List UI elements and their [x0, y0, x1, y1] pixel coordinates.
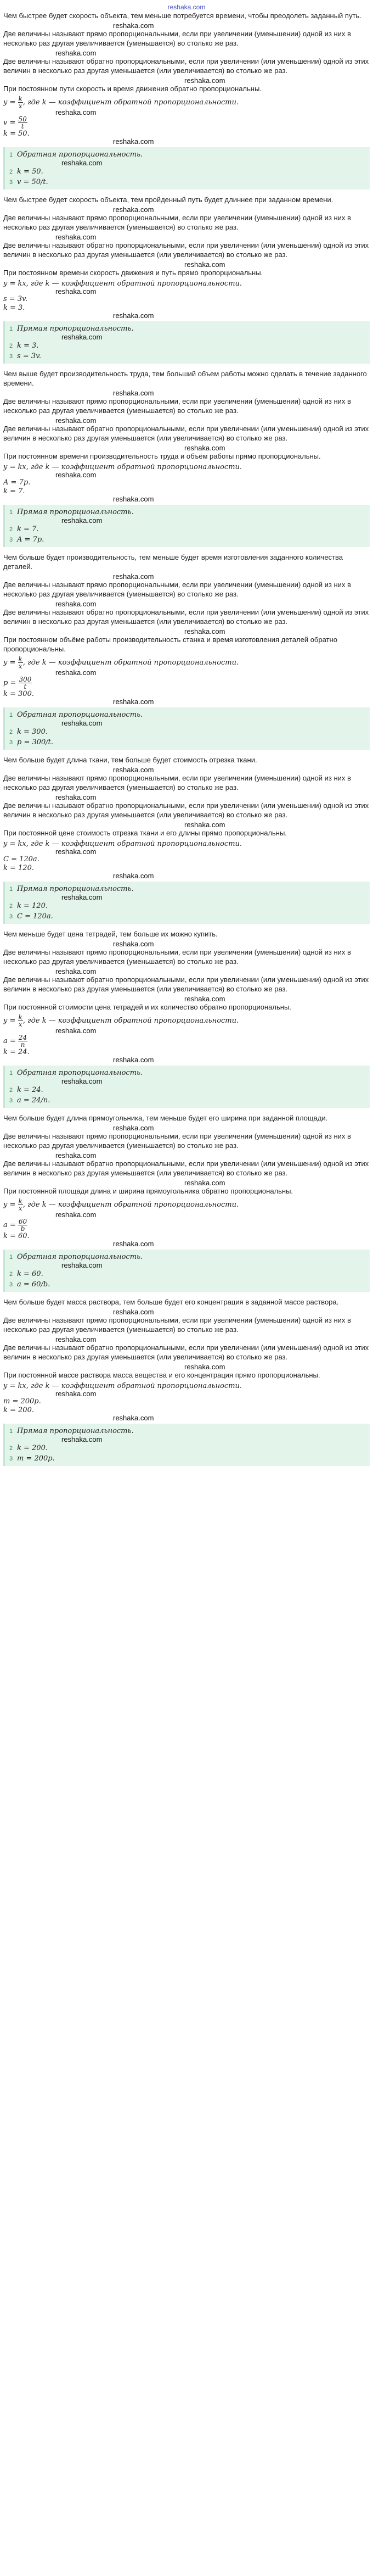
formula: [3, 1198, 370, 1212]
answer-number: 1: [9, 326, 13, 332]
formula: [3, 1014, 370, 1028]
answer-box: [3, 147, 370, 189]
task-block: [3, 369, 370, 547]
formula-lhs: y =: [3, 659, 16, 667]
answer-item: [9, 524, 365, 534]
fraction: [19, 676, 32, 690]
coefficient: k = 60.: [3, 1232, 30, 1240]
answer-text: s = 3v.: [17, 352, 42, 360]
fraction-denominator: x: [18, 1021, 22, 1028]
constant-statement: При постоянном объёме работы производительность станка и время изготовления деталей обратно пропорциональны.: [3, 635, 337, 653]
task-intro: Чем больше будет производительность, тем меньше будет время изготовления заданного количества деталей.: [3, 553, 343, 571]
watermark: reshaka.com: [55, 1211, 97, 1219]
task-block: [3, 11, 370, 189]
answer-text: k = 7.: [17, 525, 39, 533]
watermark: reshaka.com: [55, 793, 97, 801]
answer-box: [3, 1250, 370, 1292]
constant-statement: При постоянной площади длина и ширина прямоугольника обратно пропорциональны.: [3, 1187, 293, 1195]
fraction-numerator: 60: [18, 1218, 27, 1225]
watermark: reshaka.com: [55, 1151, 97, 1159]
watermark: reshaka.com: [113, 495, 154, 503]
formula-lhs: y =: [3, 98, 16, 107]
answer-text: v = 50/t.: [17, 178, 48, 186]
answer-text: Прямая пропорциональность.: [17, 508, 134, 516]
coefficient: k = 120.: [3, 864, 34, 872]
answer-item: [9, 1095, 365, 1106]
answer-number: 1: [9, 1428, 13, 1435]
definition-inverse: Две величины называют обратно пропорциональными, если при увеличении (или уменьшении) одной из этих величин в несколько раз другая уменьшается (или увеличивается) во столько же раз.: [3, 801, 369, 819]
watermark: reshaka.com: [113, 940, 154, 948]
formula-lhs: y =: [3, 1201, 16, 1209]
answer-number: 3: [9, 353, 13, 360]
fraction-numerator: k: [18, 1013, 22, 1021]
answer-text: a = 24/n.: [17, 1096, 50, 1105]
watermark: reshaka.com: [113, 1124, 154, 1132]
constant-statement: При постоянной цене стоимость отрезка ткани и его длины прямо пропорциональны.: [3, 829, 287, 837]
answer-text: m = 200p.: [17, 1454, 55, 1463]
answer-item: [9, 901, 365, 911]
content: [3, 11, 370, 1466]
answer-text: k = 24.: [17, 1086, 43, 1094]
watermark: reshaka.com: [55, 1335, 97, 1343]
watermark: reshaka.com: [61, 719, 103, 727]
definition-inverse: Две величины называют обратно пропорциональными, если при увеличении (или уменьшении) одной из этих величин в несколько раз другая уменьшается (или увеличивается) во столько же раз.: [3, 425, 369, 442]
watermark: reshaka.com: [113, 698, 154, 706]
watermark: reshaka.com: [55, 668, 97, 677]
fraction-numerator: 24: [18, 1034, 27, 1041]
definition-direct: Две величины называют прямо пропорциональными, если при увеличении (уменьшении) одной из них в несколько раз другая увеличивается (уменьшается) во столько же раз.: [3, 774, 351, 791]
constant-statement: При постоянном времени скорость движения и путь прямо пропорциональны.: [3, 269, 263, 277]
watermark: reshaka.com: [184, 821, 225, 829]
watermark: reshaka.com: [113, 1414, 154, 1422]
answer-text: k = 3.: [17, 342, 39, 350]
answer-text: Прямая пропорциональность.: [17, 1427, 134, 1435]
fraction-denominator: x: [18, 1205, 22, 1212]
answer-number: 1: [9, 1070, 13, 1077]
formula: [3, 1218, 370, 1232]
answer-item: [9, 534, 365, 545]
watermark: reshaka.com: [113, 1240, 154, 1248]
answer-item: [9, 341, 365, 351]
constant-statement: При постоянной стоимости цена тетрадей и их количество обратно пропорциональны.: [3, 1003, 291, 1011]
answer-number: 2: [9, 169, 13, 175]
watermark: reshaka.com: [61, 1077, 103, 1085]
solution-equation: m = 200p.: [3, 1397, 41, 1406]
definition-inverse: Две величины называют обратно пропорциональными, если при увеличении (или уменьшении) одной из этих величин в несколько раз другая уменьшается (или увеличивается) во столько же раз.: [3, 241, 369, 259]
formula-lhs: y =: [3, 1017, 16, 1025]
formula-lhs: a =: [3, 1037, 16, 1045]
formula: y = kx, где k — коэффициент обратной пропорциональности.: [3, 280, 242, 288]
answer-item: [9, 1453, 365, 1464]
answer-box: [3, 321, 370, 364]
fraction-numerator: k: [18, 655, 22, 663]
watermark: reshaka.com: [55, 49, 97, 57]
answer-text: k = 200.: [17, 1444, 48, 1452]
watermark: reshaka.com: [113, 572, 154, 581]
formula: [3, 656, 370, 670]
coefficient: k = 200.: [3, 1406, 34, 1414]
answer-text: p = 300/t.: [17, 738, 54, 746]
answer-text: k = 60.: [17, 1270, 43, 1278]
formula: y = kx, где k — коэффициент обратной пропорциональности.: [3, 840, 242, 848]
answer-item: [9, 177, 365, 187]
task-block: [3, 1297, 370, 1466]
fraction: [18, 116, 27, 130]
answer-item: [9, 737, 365, 748]
answer-number: 3: [9, 913, 13, 920]
answer-item: [9, 1269, 365, 1279]
site-header[interactable]: reshaka.com: [167, 3, 206, 11]
task-intro: Чем больше будет масса раствора, тем больше будет его концентрация в заданной массе раствора.: [3, 1298, 339, 1306]
fraction: [18, 96, 23, 109]
watermark: reshaka.com: [113, 137, 154, 146]
watermark: reshaka.com: [113, 1308, 154, 1316]
answer-number: 3: [9, 1281, 13, 1288]
watermark: reshaka.com: [184, 1363, 225, 1371]
watermark: reshaka.com: [113, 872, 154, 880]
answer-text: Обратная пропорциональность.: [17, 150, 143, 159]
fraction-denominator: n: [20, 1041, 25, 1049]
task-block: [3, 553, 370, 750]
definition-direct: Две величины называют прямо пропорциональными, если при увеличении (уменьшении) одной из них в несколько раз другая увеличивается (уменьшается) во столько же раз.: [3, 581, 351, 598]
watermark: reshaka.com: [113, 389, 154, 397]
watermark: reshaka.com: [184, 260, 225, 269]
fraction-numerator: 300: [19, 676, 32, 683]
watermark: reshaka.com: [61, 516, 103, 525]
fraction: [18, 1014, 23, 1028]
fraction: [18, 1218, 27, 1232]
answer-text: k = 50.: [17, 168, 43, 176]
task-intro: Чем больше будет длина ткани, тем больше будет стоимость отрезка ткани.: [3, 756, 257, 764]
formula-tail: , где k — коэффициент обратной пропорциональности.: [22, 1201, 239, 1209]
watermark: reshaka.com: [184, 76, 225, 85]
answer-text: k = 300.: [17, 728, 48, 736]
formula-tail: , где k — коэффициент обратной пропорциональности.: [22, 98, 239, 107]
formula-tail: , где k — коэффициент обратной пропорциональности.: [22, 1017, 239, 1025]
answer-text: A = 7p.: [17, 536, 44, 544]
task-block: [3, 195, 370, 364]
task-intro: Чем быстрее будет скорость объекта, тем пройденный путь будет длиннее при заданном времени.: [3, 196, 334, 204]
answer-item: [9, 351, 365, 361]
answer-number: 3: [9, 1097, 13, 1104]
fraction-numerator: k: [18, 1197, 22, 1205]
watermark: reshaka.com: [184, 444, 225, 452]
definition-direct: Две величины называют прямо пропорциональными, если при увеличении (уменьшении) одной из них в несколько раз другая увеличивается (уменьшается) во столько же раз.: [3, 948, 351, 966]
formula-lhs: p =: [3, 679, 16, 687]
answer-text: Прямая пропорциональность.: [17, 885, 134, 893]
formula-lhs: a =: [3, 1221, 16, 1229]
fraction-denominator: t: [24, 683, 27, 690]
definition-inverse: Две величины называют обратно пропорциональными, если при увеличении (или уменьшении) одной из этих величин в несколько раз другая уменьшается (или увеличивается) во столько же раз.: [3, 1159, 369, 1177]
fraction: [18, 1198, 23, 1212]
formula: y = kx, где k — коэффициент обратной пропорциональности.: [3, 1382, 242, 1390]
watermark: reshaka.com: [184, 627, 225, 635]
answer-number: 1: [9, 1254, 13, 1261]
definition-direct: Две величины называют прямо пропорциональными, если при увеличении (уменьшении) одной из них в несколько раз другая увеличивается (уменьшается) во столько же раз.: [3, 30, 351, 47]
coefficient: k = 3.: [3, 304, 25, 312]
watermark: reshaka.com: [113, 766, 154, 774]
watermark: reshaka.com: [55, 1390, 97, 1398]
answer-item: [9, 1085, 365, 1095]
watermark: reshaka.com: [113, 205, 154, 214]
watermark: reshaka.com: [55, 1027, 97, 1035]
watermark: reshaka.com: [61, 159, 103, 167]
watermark: reshaka.com: [113, 1056, 154, 1064]
answer-item: [9, 911, 365, 922]
task-block: [3, 755, 370, 924]
answer-number: 3: [9, 1456, 13, 1462]
answer-number: 2: [9, 1271, 13, 1278]
task-intro: Чем больше будет длина прямоугольника, тем меньше будет его ширина при заданной площади.: [3, 1114, 328, 1122]
answer-number: 1: [9, 712, 13, 718]
watermark: reshaka.com: [55, 471, 97, 479]
coefficient: k = 50.: [3, 130, 30, 138]
answer-item: [9, 166, 365, 177]
answer-number: 1: [9, 509, 13, 516]
answer-number: 2: [9, 343, 13, 349]
watermark: reshaka.com: [184, 995, 225, 1003]
watermark: reshaka.com: [55, 233, 97, 241]
watermark: reshaka.com: [55, 847, 97, 856]
solution-equation: A = 7p.: [3, 478, 31, 487]
coefficient: k = 300.: [3, 690, 34, 698]
watermark: reshaka.com: [55, 416, 97, 425]
fraction-denominator: t: [21, 122, 24, 130]
definition-direct: Две величины называют прямо пропорциональными, если при увеличении (уменьшении) одной из них в несколько раз другая увеличивается (уменьшается) во столько же раз.: [3, 214, 351, 231]
watermark: reshaka.com: [61, 893, 103, 901]
answer-box: [3, 882, 370, 924]
coefficient: k = 24.: [3, 1048, 30, 1056]
solution-equation: C = 120a.: [3, 855, 39, 863]
watermark: reshaka.com: [55, 287, 97, 295]
watermark: reshaka.com: [61, 333, 103, 341]
watermark: reshaka.com: [55, 967, 97, 975]
fraction-denominator: b: [20, 1225, 25, 1233]
answer-text: Обратная пропорциональность.: [17, 1253, 143, 1261]
formula: [3, 116, 370, 130]
answer-box: [3, 505, 370, 547]
fraction-numerator: 50: [18, 115, 27, 123]
solution-equation: s = 3v.: [3, 295, 28, 303]
answer-item: [9, 727, 365, 737]
fraction-numerator: k: [18, 95, 22, 103]
task-intro: Чем быстрее будет скорость объекта, тем меньше потребуется времени, чтобы преодолеть заданный путь.: [3, 12, 361, 20]
answer-box: [3, 1066, 370, 1108]
formula: y = kx, где k — коэффициент обратной пропорциональности.: [3, 463, 242, 471]
watermark: reshaka.com: [55, 108, 97, 116]
task-intro: Чем выше будет производительность труда, тем больший объем работы можно сделать в течение заданного времени.: [3, 370, 367, 387]
definition-direct: Две величины называют прямо пропорциональными, если при увеличении (уменьшении) одной из них в несколько раз другая увеличивается (уменьшается) во столько же раз.: [3, 1316, 351, 1334]
answer-number: 3: [9, 537, 13, 543]
answer-number: 3: [9, 739, 13, 746]
definition-direct: Две величины называют прямо пропорциональными, если при увеличении (уменьшении) одной из них в несколько раз другая увеличивается (уменьшается) во столько же раз.: [3, 397, 351, 415]
formula: [3, 96, 370, 109]
fraction: [18, 656, 23, 670]
answer-text: k = 120.: [17, 902, 48, 910]
answer-number: 2: [9, 1087, 13, 1094]
definition-inverse: Две величины называют обратно пропорциональными, если при увеличении (или уменьшении) одной из этих величин в несколько раз другая уменьшается (или увеличивается) во столько же раз.: [3, 57, 369, 75]
answer-number: 2: [9, 1445, 13, 1452]
formula: [3, 1034, 370, 1048]
fraction-denominator: x: [18, 102, 22, 110]
constant-statement: При постоянном времени производительность труда и объём работы прямо пропорциональны.: [3, 452, 321, 460]
coefficient: k = 7.: [3, 487, 25, 495]
constant-statement: При постоянной массе раствора масса вещества и его концентрация прямо пропорциональны.: [3, 1371, 320, 1379]
answer-text: Обратная пропорциональность.: [17, 711, 143, 719]
task-intro: Чем меньше будет цена тетрадей, тем больше их можно купить.: [3, 930, 218, 938]
answer-text: a = 60/b.: [17, 1280, 50, 1289]
watermark: reshaka.com: [61, 1261, 103, 1269]
watermark: reshaka.com: [55, 600, 97, 608]
watermark: reshaka.com: [113, 311, 154, 320]
answer-item: [9, 1443, 365, 1453]
formula-lhs: v =: [3, 119, 16, 127]
answer-box: [3, 1424, 370, 1466]
formula: [3, 676, 370, 690]
answer-item: [9, 1279, 365, 1290]
definition-inverse: Две величины называют обратно пропорциональными, если при увеличении (или уменьшении) одной из этих величин в несколько раз другая уменьшается (или увеличивается) во столько же раз.: [3, 1343, 369, 1361]
answer-number: 2: [9, 729, 13, 735]
answer-number: 3: [9, 179, 13, 186]
answer-text: Обратная пропорциональность.: [17, 1069, 143, 1077]
watermark: reshaka.com: [113, 21, 154, 30]
answer-box: [3, 707, 370, 750]
answer-number: 2: [9, 903, 13, 910]
definition-inverse: Две величины называют обратно пропорциональными, если при увеличении (или уменьшении) одной из этих величин в несколько раз другая уменьшается (или увеличивается) во столько же раз.: [3, 975, 369, 993]
answer-number: 2: [9, 526, 13, 533]
formula-tail: , где k — коэффициент обратной пропорциональности.: [22, 659, 239, 667]
watermark: reshaka.com: [184, 1179, 225, 1187]
answer-text: C = 120a.: [17, 912, 53, 921]
definition-inverse: Две величины называют обратно пропорциональными, если при увеличении (или уменьшении) одной из этих величин в несколько раз другая уменьшается (или увеличивается) во столько же раз.: [3, 608, 369, 626]
answer-number: 1: [9, 152, 13, 158]
task-block: [3, 1113, 370, 1292]
fraction: [18, 1034, 27, 1048]
task-block: [3, 929, 370, 1108]
answer-number: 1: [9, 886, 13, 893]
fraction-denominator: x: [18, 662, 22, 670]
constant-statement: При постоянном пути скорость и время движения обратно пропорциональны.: [3, 85, 262, 93]
answer-text: Прямая пропорциональность.: [17, 325, 134, 333]
watermark: reshaka.com: [61, 1435, 103, 1443]
definition-direct: Две величины называют прямо пропорциональными, если при увеличении (уменьшении) одной из них в несколько раз другая увеличивается (уменьшается) во столько же раз.: [3, 1132, 351, 1150]
